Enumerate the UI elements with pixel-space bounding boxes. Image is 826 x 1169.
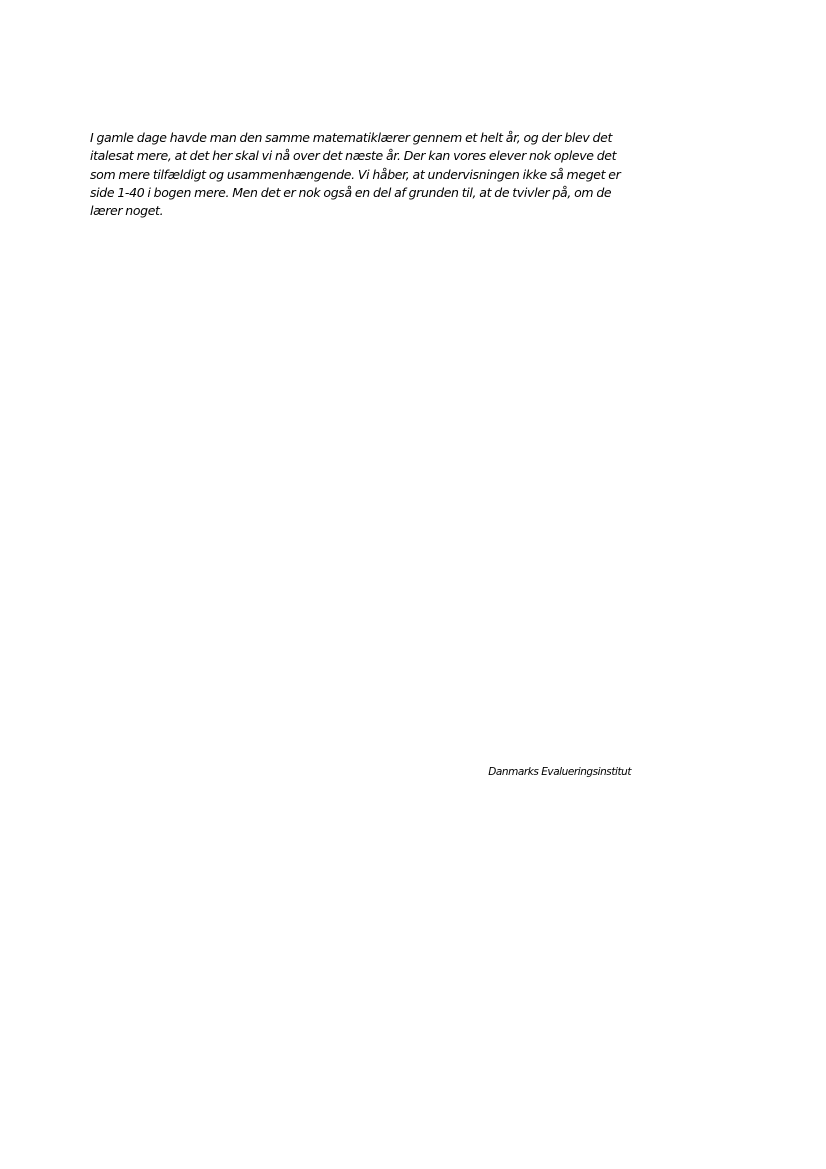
quote-line: italesat mere, at det her skal vi nå over det næste år. Der kan vores elever nok opleve det (90, 148, 617, 164)
quote-paragraph (90, 129, 645, 220)
quote-line: I gamle dage havde man den samme matematiklærer gennem et helt år, og der blev det (90, 130, 613, 145)
quote-line: side 1-40 i bogen mere. Men det er nok også en del af grunden til, at de tvivler på, om de (90, 184, 612, 200)
quote-line: lærer noget. (90, 203, 164, 219)
page-footer: Danmarks Evalueringsinstitut (488, 766, 631, 778)
quote-line: som mere tilfældigt og usammenhængende. Vi håber, at undervisningen ikke så meget er (90, 166, 621, 182)
